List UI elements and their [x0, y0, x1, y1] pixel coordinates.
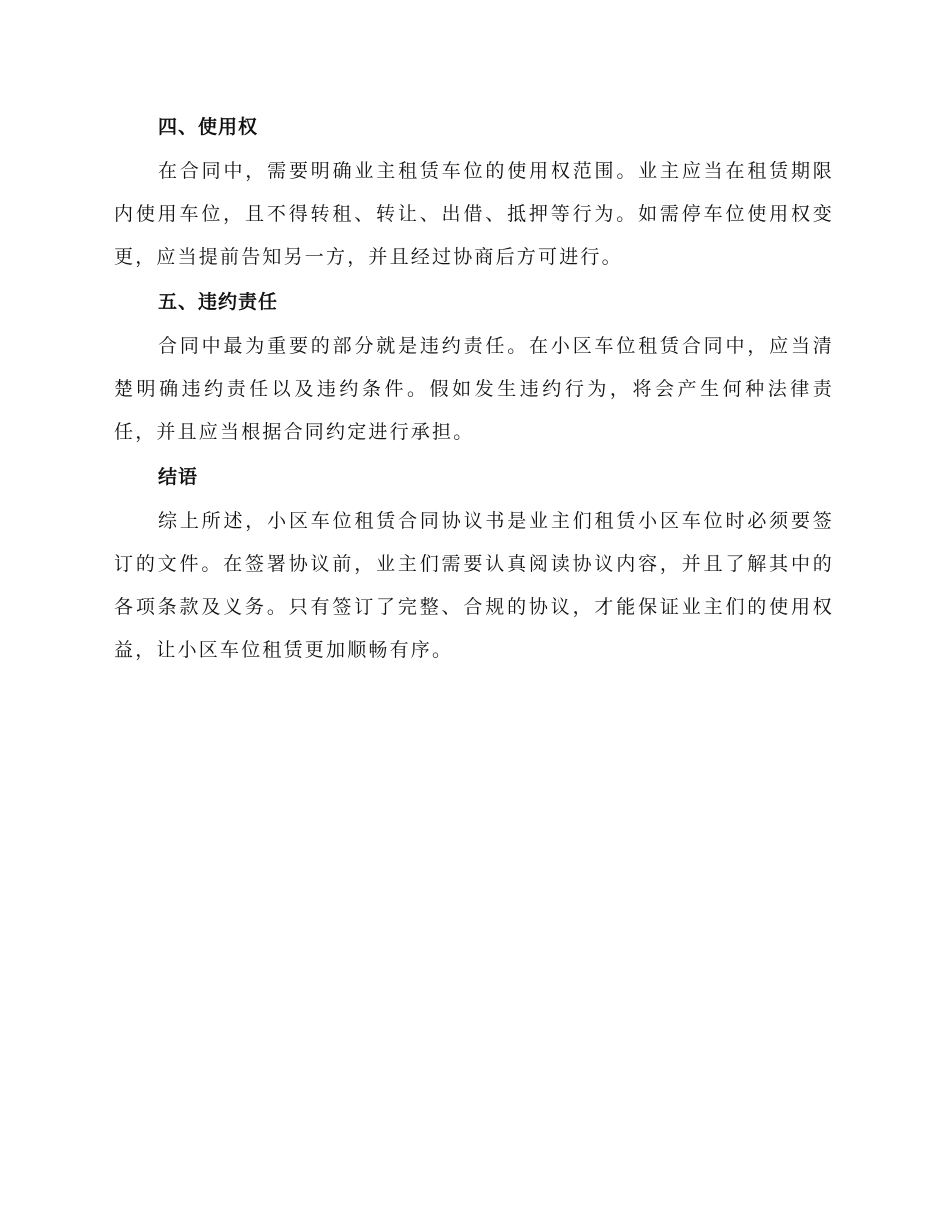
section-heading: 四、使用权: [158, 116, 259, 138]
section-conclusion: [114, 458, 834, 672]
section-paragraph: 综上所述，小区车位租赁合同协议书是业主们租赁小区车位时必须要签订的文件。在签署协议前，业主们需要认真阅读协议内容，并且了解其中的各项条款及义务。只有签订了完整、合规的协议，才能保证业主们的使用权益，让小区车位租赁更加顺畅有序。: [114, 510, 834, 661]
document-body: [114, 108, 834, 676]
section-breach-liability: [114, 283, 834, 454]
section-heading: 结语: [158, 466, 199, 488]
section-usage-rights: [114, 108, 834, 279]
section-heading: 五、违约责任: [158, 291, 279, 313]
section-paragraph: 在合同中，需要明确业主租赁车位的使用权范围。业主应当在租赁期限内使用车位，且不得转租、转让、出借、抵押等行为。如需停车位使用权变更，应当提前告知另一方，并且经过协商后方可进行。: [114, 160, 834, 268]
section-paragraph: 合同中最为重要的部分就是违约责任。在小区车位租赁合同中，应当清楚明确违约责任以及违约条件。假如发生违约行为，将会产生何种法律责任，并且应当根据合同约定进行承担。: [114, 335, 834, 443]
